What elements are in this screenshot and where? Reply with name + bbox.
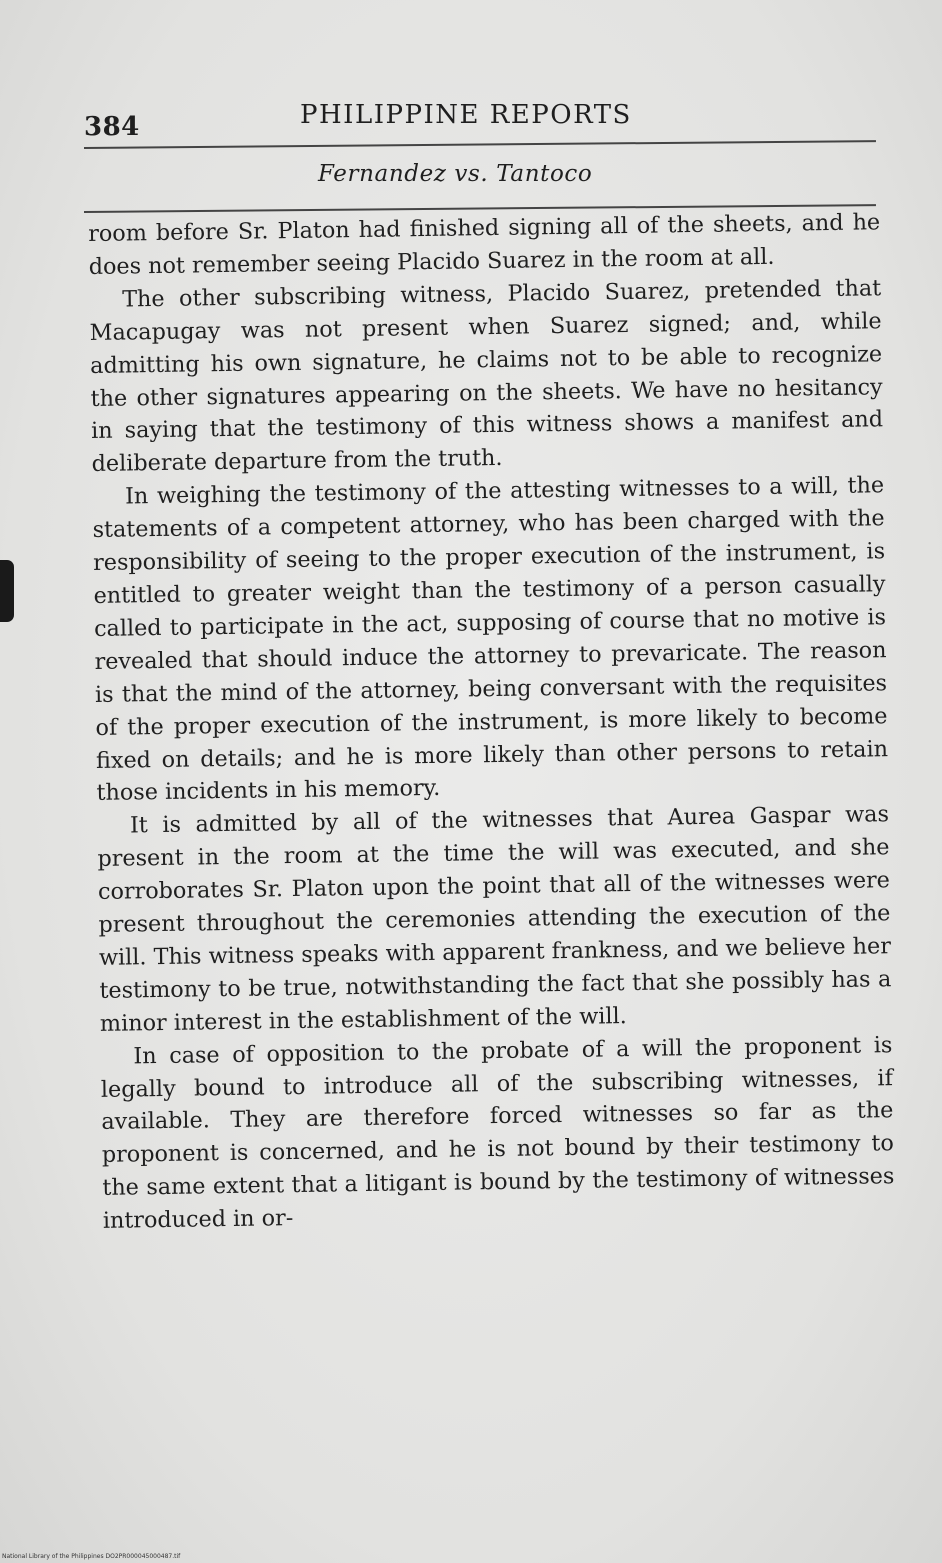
case-title: Fernandez vs. Tantoco — [318, 161, 593, 187]
body-text — [88, 206, 895, 1238]
scan-credit: National Library of the Philippines DO2PR000045000487.tif — [2, 1553, 181, 1560]
page-number: 384 — [84, 112, 140, 142]
paragraph: The other subscribing witness, Placido Suarez, pretended that Macapugay was not present when Suarez signed; and, while admitting his own signature, he claims not to be able to recognize the other signatures appearing on the sheets. We have no hesitancy in saying that the testimony of this witness shows a manifest and deliberate departure from the truth. — [89, 275, 884, 478]
running-title: PHILIPPINE REPORTS — [300, 100, 632, 130]
paragraph: It is admitted by all of the witnesses that Aurea Gaspar was present in the room at the time the will was executed, and she corroborates Sr. Platon upon the point that all of the witnesses were present throughout the ceremonies attending the execution of the will. This witness speaks with apparent frankness, and we believe her testimony to be true, notwithstanding the fact that she possibly has a minor interest in the establishment of the will. — [97, 801, 892, 1037]
paragraph: In case of opposition to the probate of a will the proponent is legally bound to introduce all of the subscribing witnesses, if available. They are therefore forced witnesses so far as the proponent is concerned, and he is not bound by their testimony to the same extent that a litigant is bound by the testimony of witnesses introduced in or- — [100, 1031, 895, 1235]
paragraph-continuation: room before Sr. Platon had finished signing all of the sheets, and he does not remember seeing Placido Suarez in the room at all. — [88, 209, 881, 280]
paragraph: In weighing the testimony of the attesting witnesses to a will, the statements of a competent attorney, who has been charged with the responsibility of seeing to the proper execution of the instrument, is entitled to greater weight than the testimony of a person casually called to participate in the act, supposing of course that no motive is revealed that should induce the attorney to prevaricate. The reason is that the mind of the attorney, being conversant with the requisites of the proper execution of the instrument, is more likely to become fixed on details; and he is more likely than other persons to retain those incidents in his memory. — [92, 472, 889, 807]
scan-edge-mark — [0, 560, 14, 622]
